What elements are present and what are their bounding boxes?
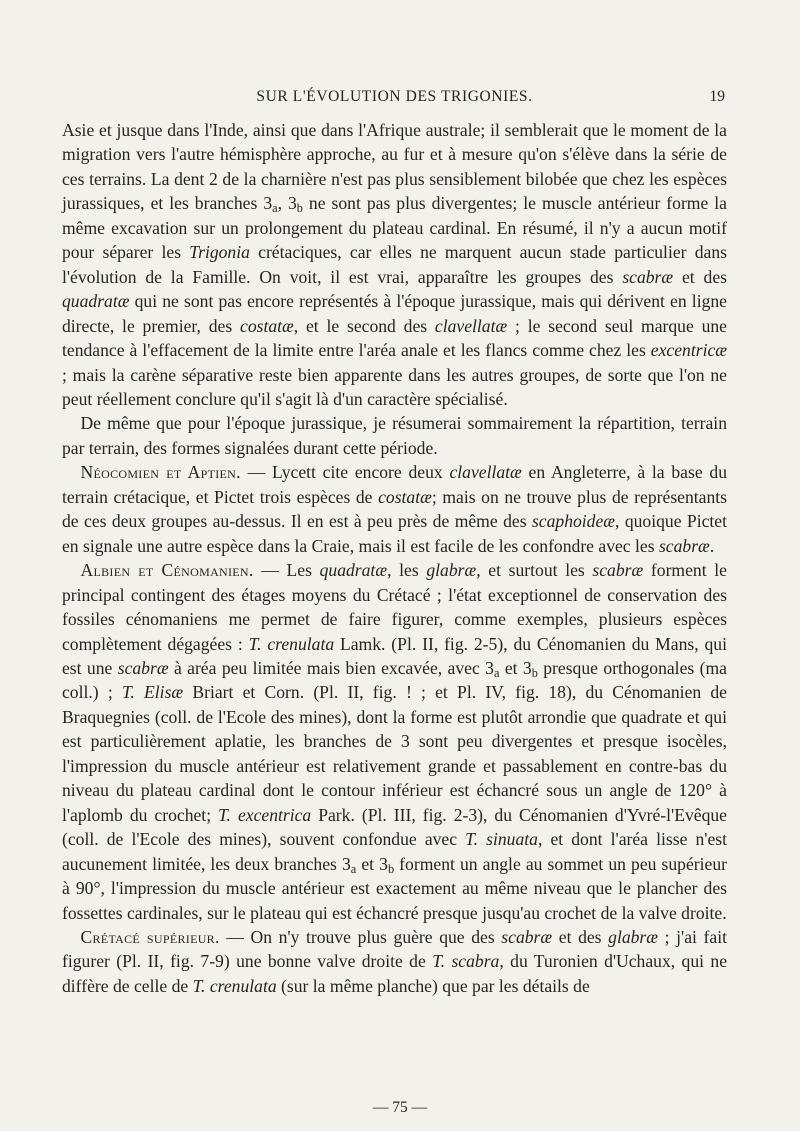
text-run: , du Turonien d'Uchaux, qui ne diffère de celle de xyxy=(62,951,728,996)
taxon-name: scabræ xyxy=(501,926,553,947)
taxon-name: scabræ xyxy=(622,266,674,287)
text-run: et des xyxy=(552,926,609,947)
text-run: et 3 xyxy=(499,657,532,678)
text-run: — Les xyxy=(253,560,320,581)
paragraph-neocomien xyxy=(62,460,727,558)
text-run: ; mais la carène séparative reste bien apparente dans les autres groupes, de sorte que l'on ne peut réellement conclure qu'il s'agit là d'un caractère spécialisé. xyxy=(62,364,727,409)
text-run: — Lycett cite encore deux xyxy=(240,462,450,483)
text-run: Briart et Corn. (Pl. II, fig. ! ; et Pl. IV, fig. 18), du Cénomanien de Braquegnies (coll. de l'Ecole des mines), dont la forme est plutôt arrondie que quadrate et qui est particulièrement aplatie, les branches de 3 sont peu divergentes et presque isocèles, l'impression du muscle antérieur est relativement grande et passablement en contre-bas du niveau du plateau cardinal dont le contour inférieur est échancré sous un angle de 120° à l'aplomb du crochet; xyxy=(62,682,727,825)
text-run: , quoique Pictet en signale une autre espèce dans la Craie, mais il est facile de les confondre avec les xyxy=(62,511,727,556)
taxon-name: scabræ xyxy=(658,535,710,556)
subscript: a xyxy=(350,861,357,876)
paragraph-2 xyxy=(62,411,727,460)
text-run: ; le second seul marque une tendance à l'effacement de la limite entre l'aréa anale et les flancs comme chez les xyxy=(62,315,727,361)
text-run: ; j'ai fait figurer (Pl. II, fig. 7-9) une bonne valve droite de xyxy=(62,926,727,972)
subscript: b xyxy=(531,666,538,681)
text-run: Park. (Pl. III, fig. 2-3), du Cénomanien d'Yvré-l'Evêque (coll. de l'Ecole des mines), souvent confondue avec xyxy=(62,804,727,850)
text-run: crétaciques, car elles ne marquent aucun stade particulier dans l'évolution de la Famille. On voit, il est vrai, apparaître les groupes des xyxy=(62,242,727,287)
taxon-name: clavellatæ xyxy=(434,315,508,336)
text-run: et des xyxy=(673,266,727,287)
text-run: qui ne sont pas encore représentés à l'époque jurassique, mais qui dérivent en ligne directe, le premier, des xyxy=(62,291,727,336)
text-run: (sur la même planche) que par les détails de xyxy=(276,975,590,996)
subscript: b xyxy=(296,201,303,216)
subscript: b xyxy=(387,861,395,876)
running-title: SUR L'ÉVOLUTION DES TRIGONIES. xyxy=(256,88,533,105)
folio: — 75 — xyxy=(372,1099,428,1116)
taxon-name: quadratæ xyxy=(319,560,388,581)
text-run: à aréa peu limitée mais bien excavée, avec 3 xyxy=(168,657,494,678)
text-run: , les xyxy=(387,560,427,581)
taxon-name: T. sinuata xyxy=(465,829,538,850)
text-run: forment un angle au sommet un peu supérieur à 90°, l'impression du muscle antérieur est exactement au même niveau que le plancher des fossettes cardinales, sur le plateau qui est échancré presque jusqu'au crochet de la valve droite. xyxy=(62,853,727,923)
text-run: Lamk. (Pl. II, fig. 2-5), du Cénomanien du Mans, qui est une xyxy=(62,633,727,678)
text-run: ; mais on ne trouve plus de représentants de ces deux groupes au-dessus. Il en est à peu près de même des xyxy=(62,486,727,532)
section-heading: Albien et Cénomanien. xyxy=(80,560,254,581)
text-run: . xyxy=(709,535,715,556)
taxon-name: T. crenulata xyxy=(248,633,335,654)
text-run: presque orthogonales (ma coll.) ; xyxy=(62,657,727,703)
running-head xyxy=(62,88,727,108)
page-number: 19 xyxy=(709,88,725,105)
paragraph-albien xyxy=(62,558,727,925)
subscript: a xyxy=(272,201,278,216)
taxon-name: Trigonia xyxy=(189,242,250,263)
taxon-name: scabræ xyxy=(592,560,644,581)
text-run: forment le principal contingent des étages moyens du Crétacé ; l'état exceptionnel de conservation des fossiles cénomaniens me permet de faire figurer, comme exemples, plusieurs espèces complètement dégagées : xyxy=(62,560,727,654)
text-run: et 3 xyxy=(356,853,388,874)
taxon-name: clavellatæ xyxy=(449,462,522,483)
text-run: , 3 xyxy=(277,193,297,214)
taxon-name: scabræ xyxy=(117,657,169,678)
text-run: , et dont l'aréa lisse n'est aucunement limitée, les deux branches 3 xyxy=(62,829,727,874)
text-run: — On n'y trouve plus guère que des xyxy=(219,926,502,947)
taxon-name: glabræ xyxy=(426,560,477,581)
text-run: Asie et jusque dans l'Inde, ainsi que dans l'Afrique australe; il semblerait que le moment de la migration vers l'autre hémisphère approche, au fur et à mesure qu'on s'élève dans la série de ces terrains. La dent 2 de la charnière n'est pas plus sensiblement bilobée que chez les espèces jurassiques, et les branches 3 xyxy=(62,120,727,214)
taxon-name: glabræ xyxy=(608,926,659,947)
taxon-name: scaphoideæ xyxy=(531,511,616,532)
text-run: , et surtout les xyxy=(476,560,593,581)
taxon-name: excentricæ xyxy=(650,340,727,361)
taxon-name: T. Elisæ xyxy=(121,682,184,703)
text-run: en Angleterre, à la base du terrain crétacique, et Pictet trois espèces de xyxy=(62,462,727,507)
body-text xyxy=(62,118,727,998)
section-heading: Néocomien et Aptien. xyxy=(80,462,241,483)
text-run: , et le second des xyxy=(293,315,435,336)
text-run: De même que pour l'époque jurassique, je résumerai sommairement la répartition, terrain par terrain, des formes signalées durant cette période. xyxy=(62,413,727,458)
taxon-name: quadratæ xyxy=(62,291,130,312)
taxon-name: T. scabra xyxy=(432,951,500,972)
text-run: ne sont pas plus divergentes; le muscle antérieur forme la même excavation sur un prolongement du plateau cardinal. En résumé, il n'y a aucun motif pour séparer les xyxy=(62,193,727,263)
taxon-name: costatæ xyxy=(378,486,432,507)
taxon-name: T. excentrica xyxy=(218,804,312,825)
section-heading: Crétacé supérieur. xyxy=(80,926,220,947)
taxon-name: costatæ xyxy=(240,315,294,336)
taxon-name: T. crenulata xyxy=(192,975,277,996)
paragraph-1 xyxy=(62,118,727,411)
subscript: a xyxy=(493,666,500,681)
paragraph-cretace-superieur xyxy=(62,925,727,998)
